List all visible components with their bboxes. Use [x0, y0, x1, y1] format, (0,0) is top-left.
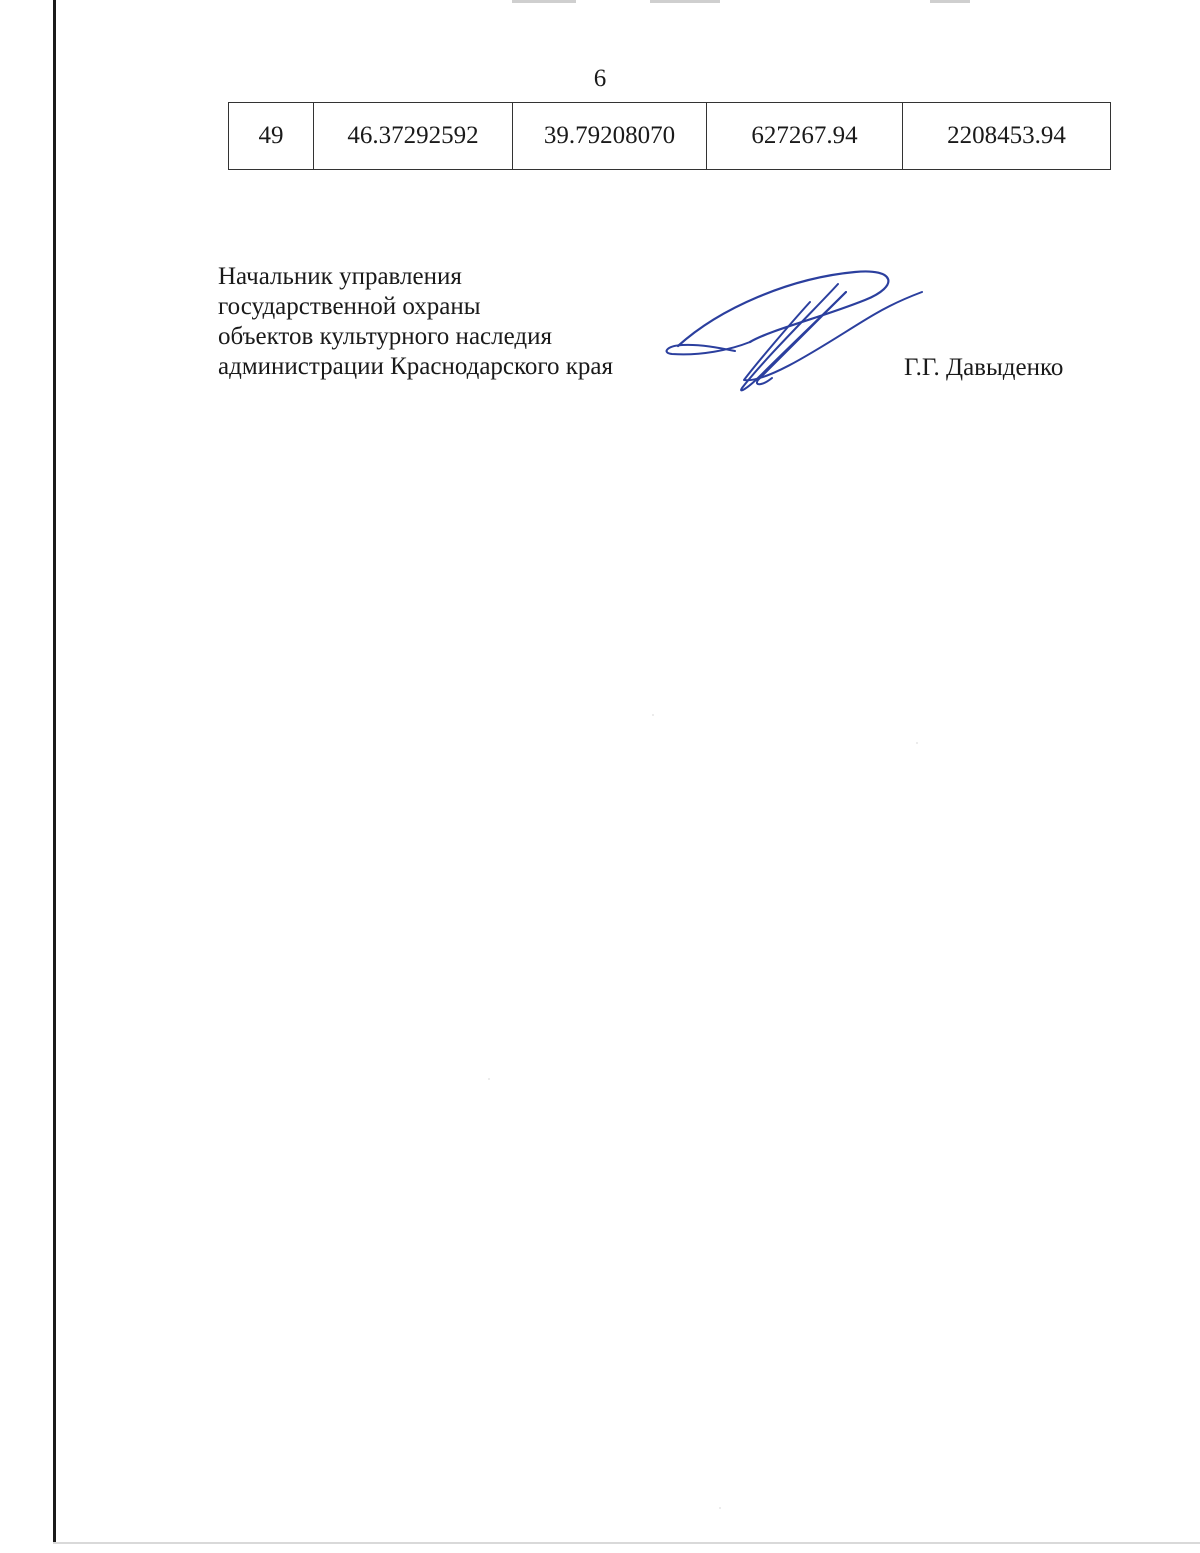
coordinates-table: [228, 102, 1111, 170]
signatory-position: [218, 262, 613, 382]
signature-stroke: [678, 271, 888, 346]
scan-speck: [916, 742, 918, 744]
latitude-cell: 46.37292592: [314, 103, 513, 170]
position-line: объектов культурного наследия: [218, 323, 552, 350]
position-line: государственной охраны: [218, 293, 481, 320]
scan-speck: [719, 1507, 721, 1509]
scan-artifact-top: [650, 0, 720, 3]
page-number: 6: [593, 65, 607, 92]
scan-artifact-top: [930, 0, 970, 3]
scan-speck: [652, 714, 654, 716]
scan-page-edge-left: [53, 0, 56, 1543]
x-coordinate-cell: 627267.94: [707, 103, 903, 170]
signer-name: Г.Г. Давыденко: [904, 354, 1064, 381]
signature-stroke: [757, 292, 846, 384]
handwritten-signature: [660, 268, 930, 398]
position-line: Начальник управления: [218, 263, 462, 290]
point-number-cell: 49: [229, 103, 314, 170]
y-coordinate-cell: 2208453.94: [903, 103, 1111, 170]
scan-artifact-top: [512, 0, 576, 3]
scan-speck: [488, 1078, 490, 1080]
signature-stroke: [741, 284, 846, 390]
table-row: [229, 103, 1111, 170]
position-line: администрации Краснодарского края: [218, 353, 614, 380]
longitude-cell: 39.79208070: [513, 103, 707, 170]
scan-page-edge-bottom: [53, 1542, 1200, 1544]
